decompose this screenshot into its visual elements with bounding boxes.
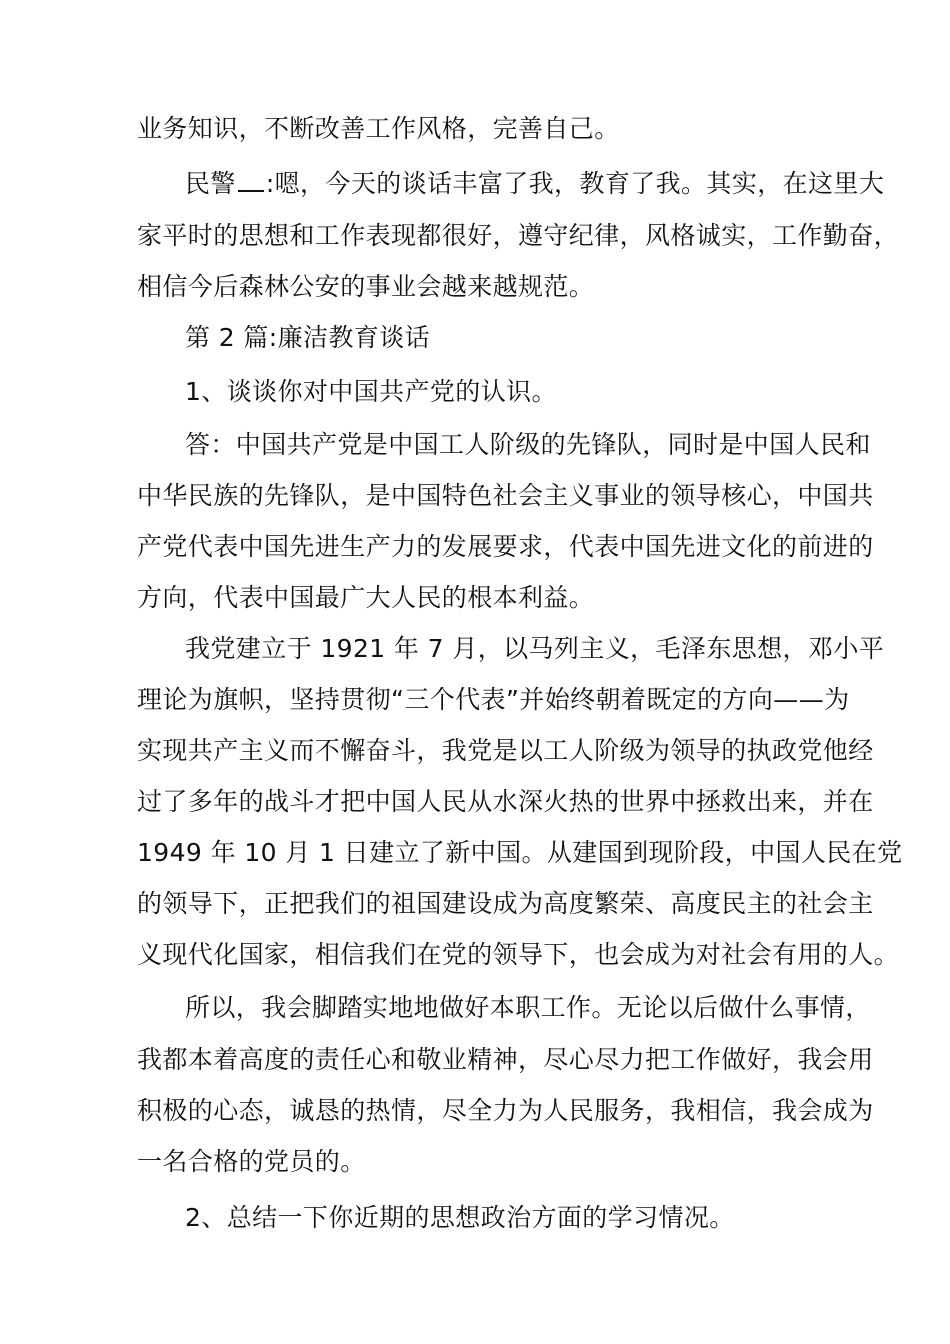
text-line: 业务知识，不断改善工作风格，完善自己。 [137, 114, 620, 143]
text-line: 理论为旗帜，坚持贯彻“三个代表”并始终朝着既定的方向——为 [137, 685, 850, 714]
text-line: 积极的心态，诚恳的热情，尽全力为人民服务，我相信，我会成为 [137, 1096, 874, 1125]
text-line: 过了多年的战斗才把中国人民从水深火热的世界中拯救出来，并在 [137, 787, 874, 816]
text-line: 答：中国共产党是中国工人阶级的先锋队，同时是中国人民和 [185, 430, 871, 459]
text-line: 我党建立于 1921 年 7 月，以马列主义，毛泽东思想，邓小平 [185, 634, 885, 663]
text-line: 所以，我会脚踏实地地做好本职工作。无论以后做什么事情， [185, 993, 871, 1022]
dialogue-text: :嗯，今天的谈话丰富了我，教育了我。其实，在这里大 [265, 169, 885, 198]
text-line: 一名合格的党员的。 [137, 1147, 366, 1176]
question-heading: 1、谈谈你对中国共产党的认识。 [185, 377, 557, 406]
text-line: 产党代表中国先进生产力的发展要求，代表中国先进文化的前进的 [137, 532, 874, 561]
text-line: 中华民族的先锋队，是中国特色社会主义事业的领导核心，中国共 [137, 481, 874, 510]
text-line: 我都本着高度的责任心和敬业精神，尽心尽力把工作做好，我会用 [137, 1045, 874, 1074]
text-line: 方向，代表中国最广大人民的根本利益。 [137, 583, 595, 612]
text-line: 家平时的思想和工作表现都很好，遵守纪律，风格诚实，工作勤奋， [137, 221, 900, 250]
name-blank-underline [238, 168, 264, 192]
text-line: 的领导下，正把我们的祖国建设成为高度繁荣、高度民主的社会主 [137, 889, 874, 918]
text-line: 义现代化国家，相信我们在党的领导下，也会成为对社会有用的人。 [137, 940, 900, 969]
text-line-police-dialogue [185, 167, 884, 201]
text-line: 实现共产主义而不懈奋斗，我党是以工人阶级为领导的执政党他经 [137, 736, 874, 765]
section-heading: 第 2 篇:廉洁教育谈话 [185, 323, 431, 352]
question-heading: 2、总结一下你近期的思想政治方面的学习情况。 [185, 1203, 735, 1232]
text-line: 相信今后森林公安的事业会越来越规范。 [137, 272, 595, 301]
text-line: 1949 年 10 月 1 日建立了新中国。从建国到现阶段，中国人民在党 [137, 838, 903, 867]
speaker-label: 民警 [185, 169, 236, 198]
